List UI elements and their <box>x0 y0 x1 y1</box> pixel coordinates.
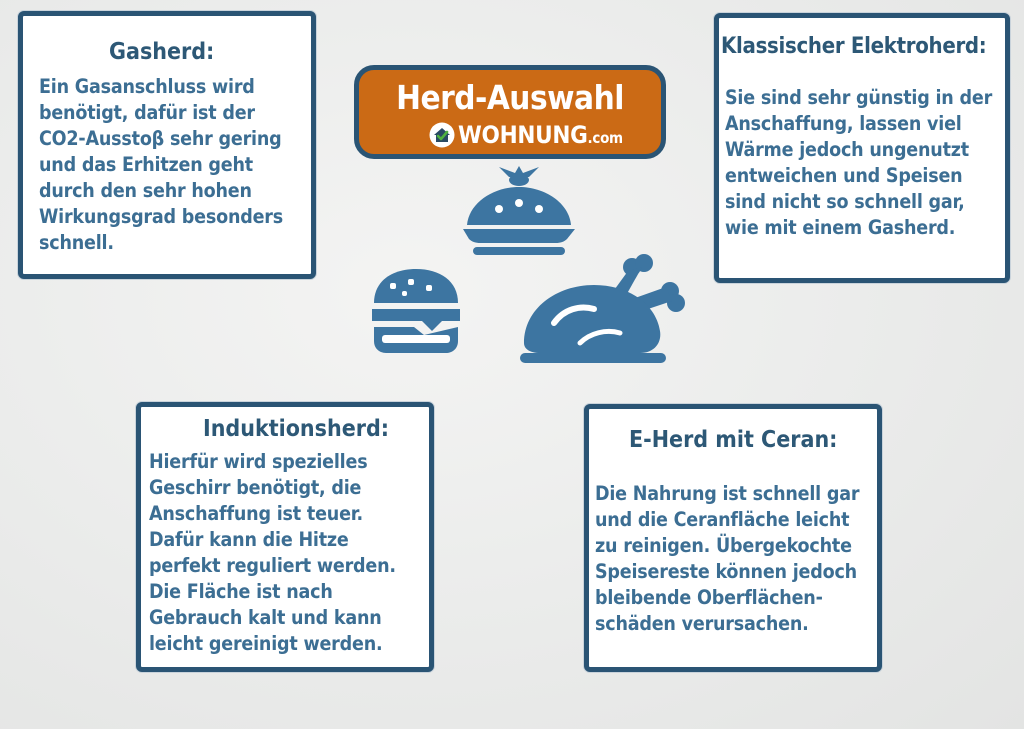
logo-text <box>458 121 623 149</box>
card-e-herd-ceran <box>584 404 882 672</box>
card-text: Die Nahrung ist schnell gar und die Ceranfläche leicht zu reinigen. Übergekochte Speisereste können jedoch bleibende Oberflächen- schäden verursachen. <box>595 482 860 635</box>
card-text: Sie sind sehr günstig in der Anschaffung, lassen viel Wärme jedoch ungenutzt entweichen und Speisen sind nicht so schnell gar, wie mit einem Gasherd. <box>725 86 993 239</box>
pie-icon <box>459 163 577 259</box>
title-box <box>354 65 666 159</box>
logo-tld: .com <box>587 129 623 147</box>
card-gasherd <box>18 11 316 279</box>
burger-icon <box>368 263 464 359</box>
card-heading: Klassischer Elektroherd: <box>721 34 987 59</box>
card-text: Ein Gasanschluss wird benötigt, dafür ist der CO2-Ausstoβ sehr gering und das Erhitzen geht durch den sehr hohen Wirkungsgrad besonders schnell. <box>39 75 283 254</box>
logo-name: WOHNUNG <box>458 121 588 149</box>
house-check-icon <box>429 122 455 148</box>
card-heading: Gasherd: <box>109 39 215 65</box>
card-heading: E-Herd mit Ceran: <box>629 427 838 453</box>
card-induktionsherd <box>136 402 434 672</box>
card-heading: Induktionsherd: <box>203 416 390 442</box>
page-title: Herd-Auswahl <box>396 78 624 117</box>
roast-chicken-icon <box>520 253 690 365</box>
card-elektroherd <box>714 13 1010 283</box>
card-text: Hierfür wird spezielles Geschirr benötigt, die Anschaffung ist teuer. Dafür kann die Hitze perfekt reguliert werden. Die Fläche ist nach Gebrauch kalt und kann leicht gereinigt werden. <box>149 450 396 655</box>
